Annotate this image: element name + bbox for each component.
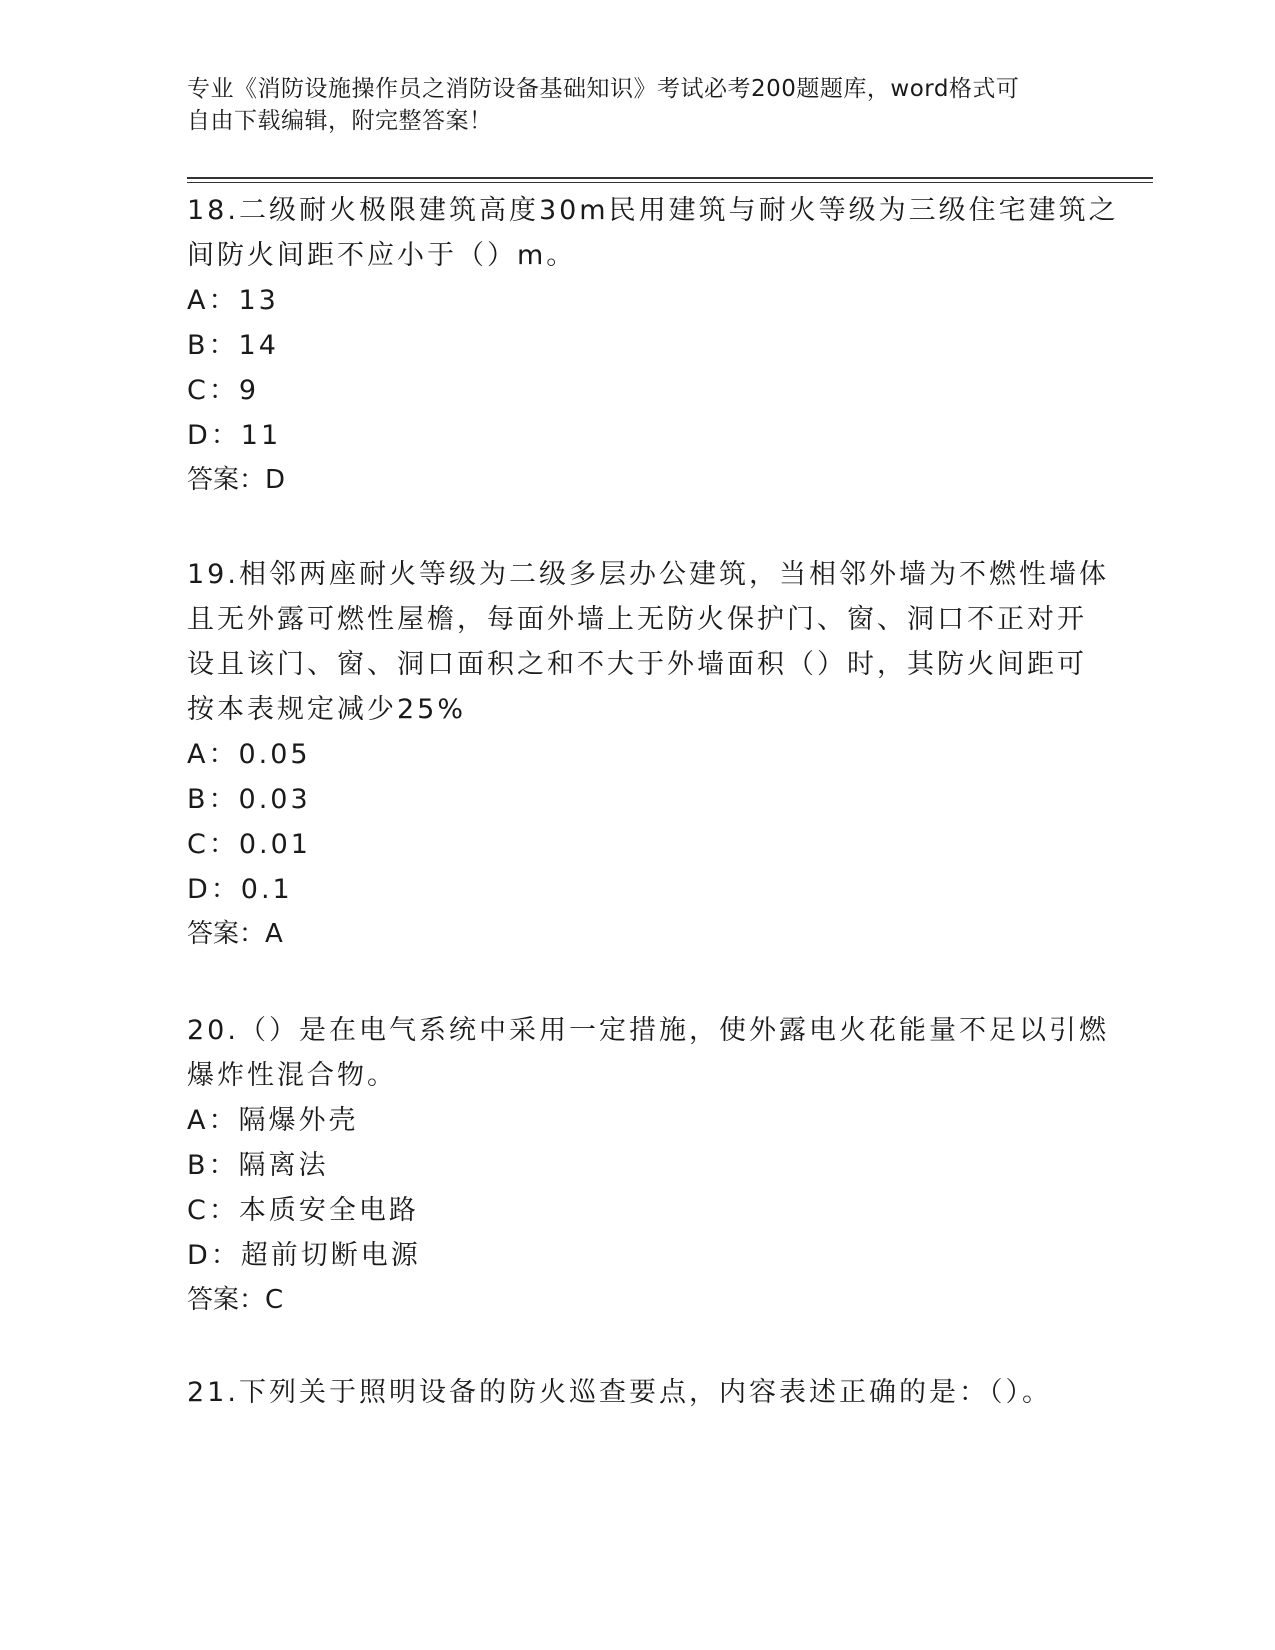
header-divider [187,177,1153,179]
option-b: B：14 [187,330,279,361]
question-19 [187,552,1109,957]
stem-line: 间防火间距不应小于（）m。 [187,240,577,271]
option-a: A：隔爆外壳 [187,1105,359,1136]
question-stem [187,1008,1109,1098]
question-20 [187,1008,1109,1323]
stem-line: 19.相邻两座耐火等级为二级多层办公建筑，当相邻外墙为不燃性墙体 [187,559,1109,590]
question-18 [187,188,1119,503]
option-d: D：11 [187,420,282,451]
option-a: A：0.05 [187,739,311,770]
stem-line: 且无外露可燃性屋檐，每面外墙上无防火保护门、窗、洞口不正对开 [187,604,1087,635]
stem-line: 20.（）是在电气系统中采用一定措施，使外露电火花能量不足以引燃 [187,1015,1109,1046]
option-b: B：隔离法 [187,1150,329,1181]
question-stem [187,552,1109,732]
stem-line: 设且该门、窗、洞口面积之和不大于外墙面积（）时，其防火间距可 [187,649,1087,680]
header-divider [187,182,1153,183]
question-21 [187,1370,1087,1415]
stem-line: 爆炸性混合物。 [187,1060,397,1091]
question-stem [187,1370,1087,1415]
option-d: D：0.1 [187,874,293,905]
option-c: C：9 [187,375,260,406]
question-stem [187,188,1119,278]
stem-line: 按本表规定减少25% [187,694,467,725]
document-header [187,73,1087,137]
option-a: A：13 [187,285,279,316]
stem-line: 21.下列关于照明设备的防火巡查要点，内容表述正确的是：（）。 [187,1377,1052,1408]
answer: 答案：D [187,465,286,495]
option-c: C：0.01 [187,829,311,860]
header-line: 自由下载编辑，附完整答案！ [187,108,493,134]
header-line: 专业《消防设施操作员之消防设备基础知识》考试必考200题题库，word格式可 [187,76,1020,102]
option-b: B：0.03 [187,784,311,815]
option-c: C：本质安全电路 [187,1195,419,1226]
option-d: D：超前切断电源 [187,1240,421,1271]
answer: 答案：C [187,1285,284,1315]
stem-line: 18.二级耐火极限建筑高度30m民用建筑与耐火等级为三级住宅建筑之 [187,195,1119,226]
answer: 答案：A [187,919,283,949]
